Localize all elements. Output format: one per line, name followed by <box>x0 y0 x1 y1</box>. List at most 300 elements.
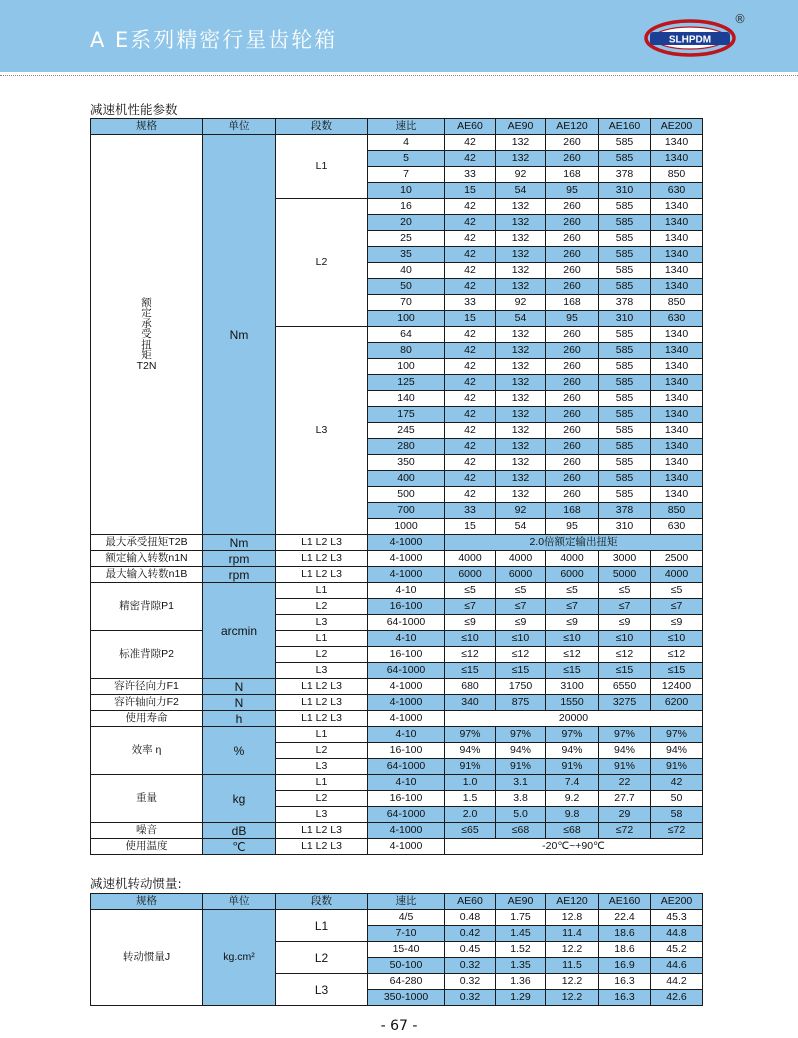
value-cell: 850 <box>651 295 703 311</box>
inertia-row <box>91 910 703 926</box>
column-header: AE90 <box>496 119 546 135</box>
value-cell: 132 <box>496 343 546 359</box>
value-cell: ≤7 <box>599 599 651 615</box>
registered-mark: ® <box>734 12 746 26</box>
value-cell: 245 <box>368 423 445 439</box>
value-cell: 132 <box>496 135 546 151</box>
value-cell: 260 <box>546 135 599 151</box>
value-cell: 7 <box>368 167 445 183</box>
value-cell: ≤5 <box>445 583 496 599</box>
page-header <box>0 0 798 72</box>
value-cell: 16.9 <box>599 958 651 974</box>
logo-text: SLHPDM <box>668 34 712 46</box>
value-cell: 1750 <box>496 679 546 695</box>
ratio-cell: 4-1000 <box>368 711 445 727</box>
value-cell: 260 <box>546 487 599 503</box>
row-label: 额定输入转数n1N <box>91 551 203 567</box>
value-cell: 15-40 <box>368 942 445 958</box>
value-cell: 260 <box>546 199 599 215</box>
value-cell: 12400 <box>651 679 703 695</box>
ratio-cell: 16-100 <box>368 599 445 615</box>
value-cell: ≤12 <box>546 647 599 663</box>
value-cell: ≤9 <box>445 615 496 631</box>
value-cell: 1340 <box>651 455 703 471</box>
row-label: 最大承受扭矩T2B <box>91 535 203 551</box>
value-cell: 100 <box>368 311 445 327</box>
ratio-cell: 4-1000 <box>368 695 445 711</box>
ratio-cell: 16-100 <box>368 743 445 759</box>
value-cell: 7-10 <box>368 926 445 942</box>
value-cell: ≤7 <box>496 599 546 615</box>
stage-cell: L3 <box>276 663 368 679</box>
value-cell: 585 <box>599 487 651 503</box>
column-header: 规格 <box>91 894 203 910</box>
value-cell: 50 <box>651 791 703 807</box>
row-label: 使用寿命 <box>91 711 203 727</box>
value-cell: 15 <box>445 519 496 535</box>
ratio-cell: 64-1000 <box>368 615 445 631</box>
ratio-cell: 4-1000 <box>368 551 445 567</box>
value-cell: 350-1000 <box>368 990 445 1006</box>
column-header: AE120 <box>546 894 599 910</box>
row-label: 转动惯量J <box>91 910 203 1006</box>
value-cell: 378 <box>599 167 651 183</box>
label-char: 矩 <box>141 349 152 362</box>
value-cell: 20 <box>368 215 445 231</box>
value-cell: ≤15 <box>445 663 496 679</box>
value-cell: 64 <box>368 327 445 343</box>
value-cell: 7.4 <box>546 775 599 791</box>
row-label: 最大输入转数n1B <box>91 567 203 583</box>
value-cell: 42 <box>445 215 496 231</box>
value-cell: 22.4 <box>599 910 651 926</box>
value-cell: 1340 <box>651 359 703 375</box>
value-cell: 1340 <box>651 279 703 295</box>
row-label: 噪音 <box>91 823 203 839</box>
unit-cell: Nm <box>203 135 276 535</box>
value-cell: 33 <box>445 167 496 183</box>
value-cell: 1.36 <box>496 974 546 990</box>
ratio-cell: 4-1000 <box>368 535 445 551</box>
value-cell: 3275 <box>599 695 651 711</box>
value-cell: ≤15 <box>496 663 546 679</box>
value-cell: 132 <box>496 487 546 503</box>
value-cell: 97% <box>546 727 599 743</box>
value-cell: 6000 <box>546 567 599 583</box>
value-cell: ≤10 <box>651 631 703 647</box>
value-cell: 20000 <box>445 711 703 727</box>
value-cell: 11.5 <box>546 958 599 974</box>
value-cell: 42 <box>445 423 496 439</box>
value-cell: ≤7 <box>445 599 496 615</box>
stage-cell: L1 <box>276 910 368 942</box>
value-cell: 585 <box>599 247 651 263</box>
label-subscript: T2N <box>136 359 157 372</box>
value-cell: ≤9 <box>599 615 651 631</box>
header-divider <box>0 75 798 76</box>
max-torque-row <box>91 535 703 551</box>
value-cell: 54 <box>496 311 546 327</box>
value-cell: ≤5 <box>546 583 599 599</box>
stage-cell: L1 L2 L3 <box>276 679 368 695</box>
value-cell: 80 <box>368 343 445 359</box>
value-cell: 44.2 <box>651 974 703 990</box>
value-cell: 1550 <box>546 695 599 711</box>
ratio-cell: 16-100 <box>368 647 445 663</box>
value-cell: ≤7 <box>546 599 599 615</box>
value-cell: 260 <box>546 247 599 263</box>
value-cell: 91% <box>445 759 496 775</box>
value-cell: 5.0 <box>496 807 546 823</box>
unit-cell: kg <box>203 775 276 823</box>
value-cell: 42 <box>445 455 496 471</box>
value-cell: 6550 <box>599 679 651 695</box>
value-cell: 18.6 <box>599 926 651 942</box>
value-cell: 18.6 <box>599 942 651 958</box>
value-cell: 585 <box>599 359 651 375</box>
value-cell: 5000 <box>599 567 651 583</box>
value-cell: 97% <box>651 727 703 743</box>
row-label: 使用温度 <box>91 839 203 855</box>
value-cell: ≤10 <box>546 631 599 647</box>
header-row <box>91 119 703 135</box>
value-cell: 1340 <box>651 135 703 151</box>
value-cell: 97% <box>496 727 546 743</box>
value-cell: 1340 <box>651 263 703 279</box>
stage-cell: L2 <box>276 647 368 663</box>
value-cell: 1.45 <box>496 926 546 942</box>
value-cell: 4/5 <box>368 910 445 926</box>
value-cell: ≤68 <box>496 823 546 839</box>
value-cell: 42 <box>445 135 496 151</box>
value-cell: ≤10 <box>496 631 546 647</box>
value-cell: 42 <box>445 391 496 407</box>
value-cell: ≤68 <box>546 823 599 839</box>
column-header: 单位 <box>203 119 276 135</box>
value-cell: 4000 <box>496 551 546 567</box>
stage-cell: L1 <box>276 135 368 199</box>
value-cell: 132 <box>496 263 546 279</box>
value-cell: 6000 <box>445 567 496 583</box>
noise-row <box>91 823 703 839</box>
value-cell: 132 <box>496 247 546 263</box>
stage-cell: L2 <box>276 199 368 327</box>
label-char: 承 <box>141 317 152 330</box>
value-cell: 585 <box>599 407 651 423</box>
row-label: 容许轴向力F2 <box>91 695 203 711</box>
value-cell: 1340 <box>651 375 703 391</box>
value-cell: 260 <box>546 343 599 359</box>
unit-cell: N <box>203 679 276 695</box>
value-cell: 16.3 <box>599 974 651 990</box>
value-cell: 12.2 <box>546 942 599 958</box>
value-cell: 94% <box>445 743 496 759</box>
value-cell: 1340 <box>651 439 703 455</box>
stage-cell: L1 L2 L3 <box>276 551 368 567</box>
value-cell: 260 <box>546 375 599 391</box>
value-cell: 260 <box>546 455 599 471</box>
ratio-cell: 64-1000 <box>368 663 445 679</box>
performance-table <box>90 118 703 855</box>
unit-cell: % <box>203 727 276 775</box>
value-cell: 1340 <box>651 343 703 359</box>
value-cell: 132 <box>496 199 546 215</box>
brand-logo <box>642 16 738 60</box>
value-cell: 310 <box>599 311 651 327</box>
ratio-cell: 4-10 <box>368 631 445 647</box>
value-cell: 91% <box>651 759 703 775</box>
stage-cell: L3 <box>276 807 368 823</box>
stage-cell: L1 L2 L3 <box>276 823 368 839</box>
stage-cell: L1 L2 L3 <box>276 567 368 583</box>
value-cell: 585 <box>599 455 651 471</box>
value-cell: 630 <box>651 311 703 327</box>
value-cell: 15 <box>445 311 496 327</box>
value-cell: 0.48 <box>445 910 496 926</box>
value-cell: 1340 <box>651 231 703 247</box>
column-header: AE60 <box>445 119 496 135</box>
stage-cell: L2 <box>276 942 368 974</box>
value-cell: 585 <box>599 215 651 231</box>
value-cell: 6000 <box>496 567 546 583</box>
value-cell: 260 <box>546 215 599 231</box>
value-cell: ≤9 <box>496 615 546 631</box>
value-cell: 630 <box>651 519 703 535</box>
temperature-row <box>91 839 703 855</box>
value-cell: ≤12 <box>445 647 496 663</box>
column-header: AE90 <box>496 894 546 910</box>
value-cell: 70 <box>368 295 445 311</box>
value-cell: 140 <box>368 391 445 407</box>
max-speed-row <box>91 567 703 583</box>
column-header: AE200 <box>651 894 703 910</box>
stage-cell: L1 L2 L3 <box>276 839 368 855</box>
value-cell: ≤7 <box>651 599 703 615</box>
stage-cell: L1 <box>276 631 368 647</box>
value-cell: 585 <box>599 151 651 167</box>
value-cell: ≤9 <box>651 615 703 631</box>
value-cell: 3000 <box>599 551 651 567</box>
value-cell: 260 <box>546 391 599 407</box>
value-cell: 1.35 <box>496 958 546 974</box>
value-cell: 260 <box>546 407 599 423</box>
value-cell: 16.3 <box>599 990 651 1006</box>
value-cell: 1340 <box>651 391 703 407</box>
value-cell: 260 <box>546 279 599 295</box>
value-cell: 42 <box>445 199 496 215</box>
value-cell: 54 <box>496 183 546 199</box>
value-cell: 58 <box>651 807 703 823</box>
value-cell: 850 <box>651 503 703 519</box>
value-cell: 132 <box>496 407 546 423</box>
value-cell: 1.0 <box>445 775 496 791</box>
stage-cell: L1 L2 L3 <box>276 711 368 727</box>
value-cell: 91% <box>496 759 546 775</box>
value-cell: ≤15 <box>651 663 703 679</box>
value-cell: 4000 <box>651 567 703 583</box>
value-cell: 585 <box>599 439 651 455</box>
value-cell: 42 <box>445 279 496 295</box>
value-cell: 42.6 <box>651 990 703 1006</box>
value-cell: 310 <box>599 519 651 535</box>
life-row <box>91 711 703 727</box>
value-cell: ≤15 <box>546 663 599 679</box>
stage-cell: L3 <box>276 759 368 775</box>
value-cell: 92 <box>496 167 546 183</box>
value-cell: 0.32 <box>445 990 496 1006</box>
value-cell: -20℃~+90℃ <box>445 839 703 855</box>
unit-cell: Nm <box>203 535 276 551</box>
value-cell: 50-100 <box>368 958 445 974</box>
value-cell: 125 <box>368 375 445 391</box>
value-cell: 9.8 <box>546 807 599 823</box>
value-cell: 168 <box>546 503 599 519</box>
value-cell: 94% <box>546 743 599 759</box>
value-cell: ≤72 <box>599 823 651 839</box>
value-cell: 94% <box>496 743 546 759</box>
value-cell: 94% <box>651 743 703 759</box>
value-cell: 4 <box>368 135 445 151</box>
stage-cell: L2 <box>276 743 368 759</box>
value-cell: 585 <box>599 343 651 359</box>
unit-cell: rpm <box>203 551 276 567</box>
column-header: 速比 <box>368 894 445 910</box>
inertia-table <box>90 893 703 1006</box>
value-cell: 585 <box>599 391 651 407</box>
value-cell: 5 <box>368 151 445 167</box>
value-cell: 42 <box>445 247 496 263</box>
stage-cell: L1 L2 L3 <box>276 695 368 711</box>
value-cell: 132 <box>496 375 546 391</box>
value-cell: 340 <box>445 695 496 711</box>
value-cell: 40 <box>368 263 445 279</box>
value-cell: 875 <box>496 695 546 711</box>
value-cell: 132 <box>496 455 546 471</box>
page-number: - 67 - <box>380 1018 418 1034</box>
value-cell: 42 <box>445 375 496 391</box>
value-cell: 280 <box>368 439 445 455</box>
stage-cell: L3 <box>276 327 368 535</box>
value-cell: 42 <box>445 487 496 503</box>
value-cell: 94% <box>599 743 651 759</box>
value-cell: 1340 <box>651 151 703 167</box>
value-cell: 0.32 <box>445 958 496 974</box>
value-cell: 585 <box>599 135 651 151</box>
value-cell: 132 <box>496 439 546 455</box>
value-cell: 95 <box>546 183 599 199</box>
value-cell: 42 <box>445 439 496 455</box>
value-cell: 1340 <box>651 407 703 423</box>
rated-torque-label <box>91 135 203 535</box>
value-cell: 132 <box>496 359 546 375</box>
value-cell: 42 <box>445 407 496 423</box>
value-cell: 1340 <box>651 327 703 343</box>
value-cell: 310 <box>599 183 651 199</box>
value-cell: 400 <box>368 471 445 487</box>
column-header: AE60 <box>445 894 496 910</box>
value-cell: ≤72 <box>651 823 703 839</box>
value-cell: 3100 <box>546 679 599 695</box>
value-cell: 42 <box>445 327 496 343</box>
value-cell: 42 <box>445 231 496 247</box>
value-cell: ≤5 <box>496 583 546 599</box>
value-cell: 42 <box>445 151 496 167</box>
value-cell: 100 <box>368 359 445 375</box>
value-cell: 15 <box>445 183 496 199</box>
value-cell: 585 <box>599 375 651 391</box>
value-cell: 585 <box>599 199 651 215</box>
value-cell: 42 <box>651 775 703 791</box>
ratio-cell: 4-1000 <box>368 839 445 855</box>
value-cell: 42 <box>445 359 496 375</box>
value-cell: 6200 <box>651 695 703 711</box>
value-cell: 95 <box>546 519 599 535</box>
value-cell: 44.6 <box>651 958 703 974</box>
value-cell: 850 <box>651 167 703 183</box>
column-header: AE160 <box>599 894 651 910</box>
value-cell: ≤10 <box>599 631 651 647</box>
value-cell: 132 <box>496 279 546 295</box>
ratio-cell: 4-1000 <box>368 823 445 839</box>
value-cell: 42 <box>445 263 496 279</box>
value-cell: ≤15 <box>599 663 651 679</box>
value-cell: 132 <box>496 391 546 407</box>
stage-cell: L1 <box>276 775 368 791</box>
value-cell: 91% <box>546 759 599 775</box>
value-cell: 64-280 <box>368 974 445 990</box>
unit-cell: arcmin <box>203 583 276 679</box>
value-cell: ≤10 <box>445 631 496 647</box>
value-cell: 585 <box>599 423 651 439</box>
value-cell: 0.42 <box>445 926 496 942</box>
value-cell: 2.0倍额定输出扭矩 <box>445 535 703 551</box>
axial-force-row <box>91 695 703 711</box>
value-cell: 585 <box>599 471 651 487</box>
value-cell: 9.2 <box>546 791 599 807</box>
stage-cell: L1 <box>276 727 368 743</box>
value-cell: 1340 <box>651 423 703 439</box>
row-label: 效率 η <box>91 727 203 775</box>
value-cell: 33 <box>445 503 496 519</box>
value-cell: 1.5 <box>445 791 496 807</box>
unit-cell: N <box>203 695 276 711</box>
value-cell: 132 <box>496 327 546 343</box>
row-label: 重量 <box>91 775 203 823</box>
unit-cell: rpm <box>203 567 276 583</box>
value-cell: 680 <box>445 679 496 695</box>
value-cell: 260 <box>546 263 599 279</box>
value-cell: 1.75 <box>496 910 546 926</box>
ratio-cell: 4-1000 <box>368 679 445 695</box>
stage-cell: L2 <box>276 599 368 615</box>
unit-cell: h <box>203 711 276 727</box>
value-cell: 42 <box>445 471 496 487</box>
column-header: AE200 <box>651 119 703 135</box>
value-cell: 175 <box>368 407 445 423</box>
value-cell: 1340 <box>651 199 703 215</box>
label-char: 定 <box>141 307 152 320</box>
value-cell: 260 <box>546 231 599 247</box>
radial-force-row <box>91 679 703 695</box>
value-cell: 42 <box>445 343 496 359</box>
value-cell: 1.52 <box>496 942 546 958</box>
value-cell: 12.2 <box>546 990 599 1006</box>
row-label: 容许径向力F1 <box>91 679 203 695</box>
column-header: AE160 <box>599 119 651 135</box>
value-cell: 168 <box>546 167 599 183</box>
value-cell: 11.4 <box>546 926 599 942</box>
column-header: 规格 <box>91 119 203 135</box>
